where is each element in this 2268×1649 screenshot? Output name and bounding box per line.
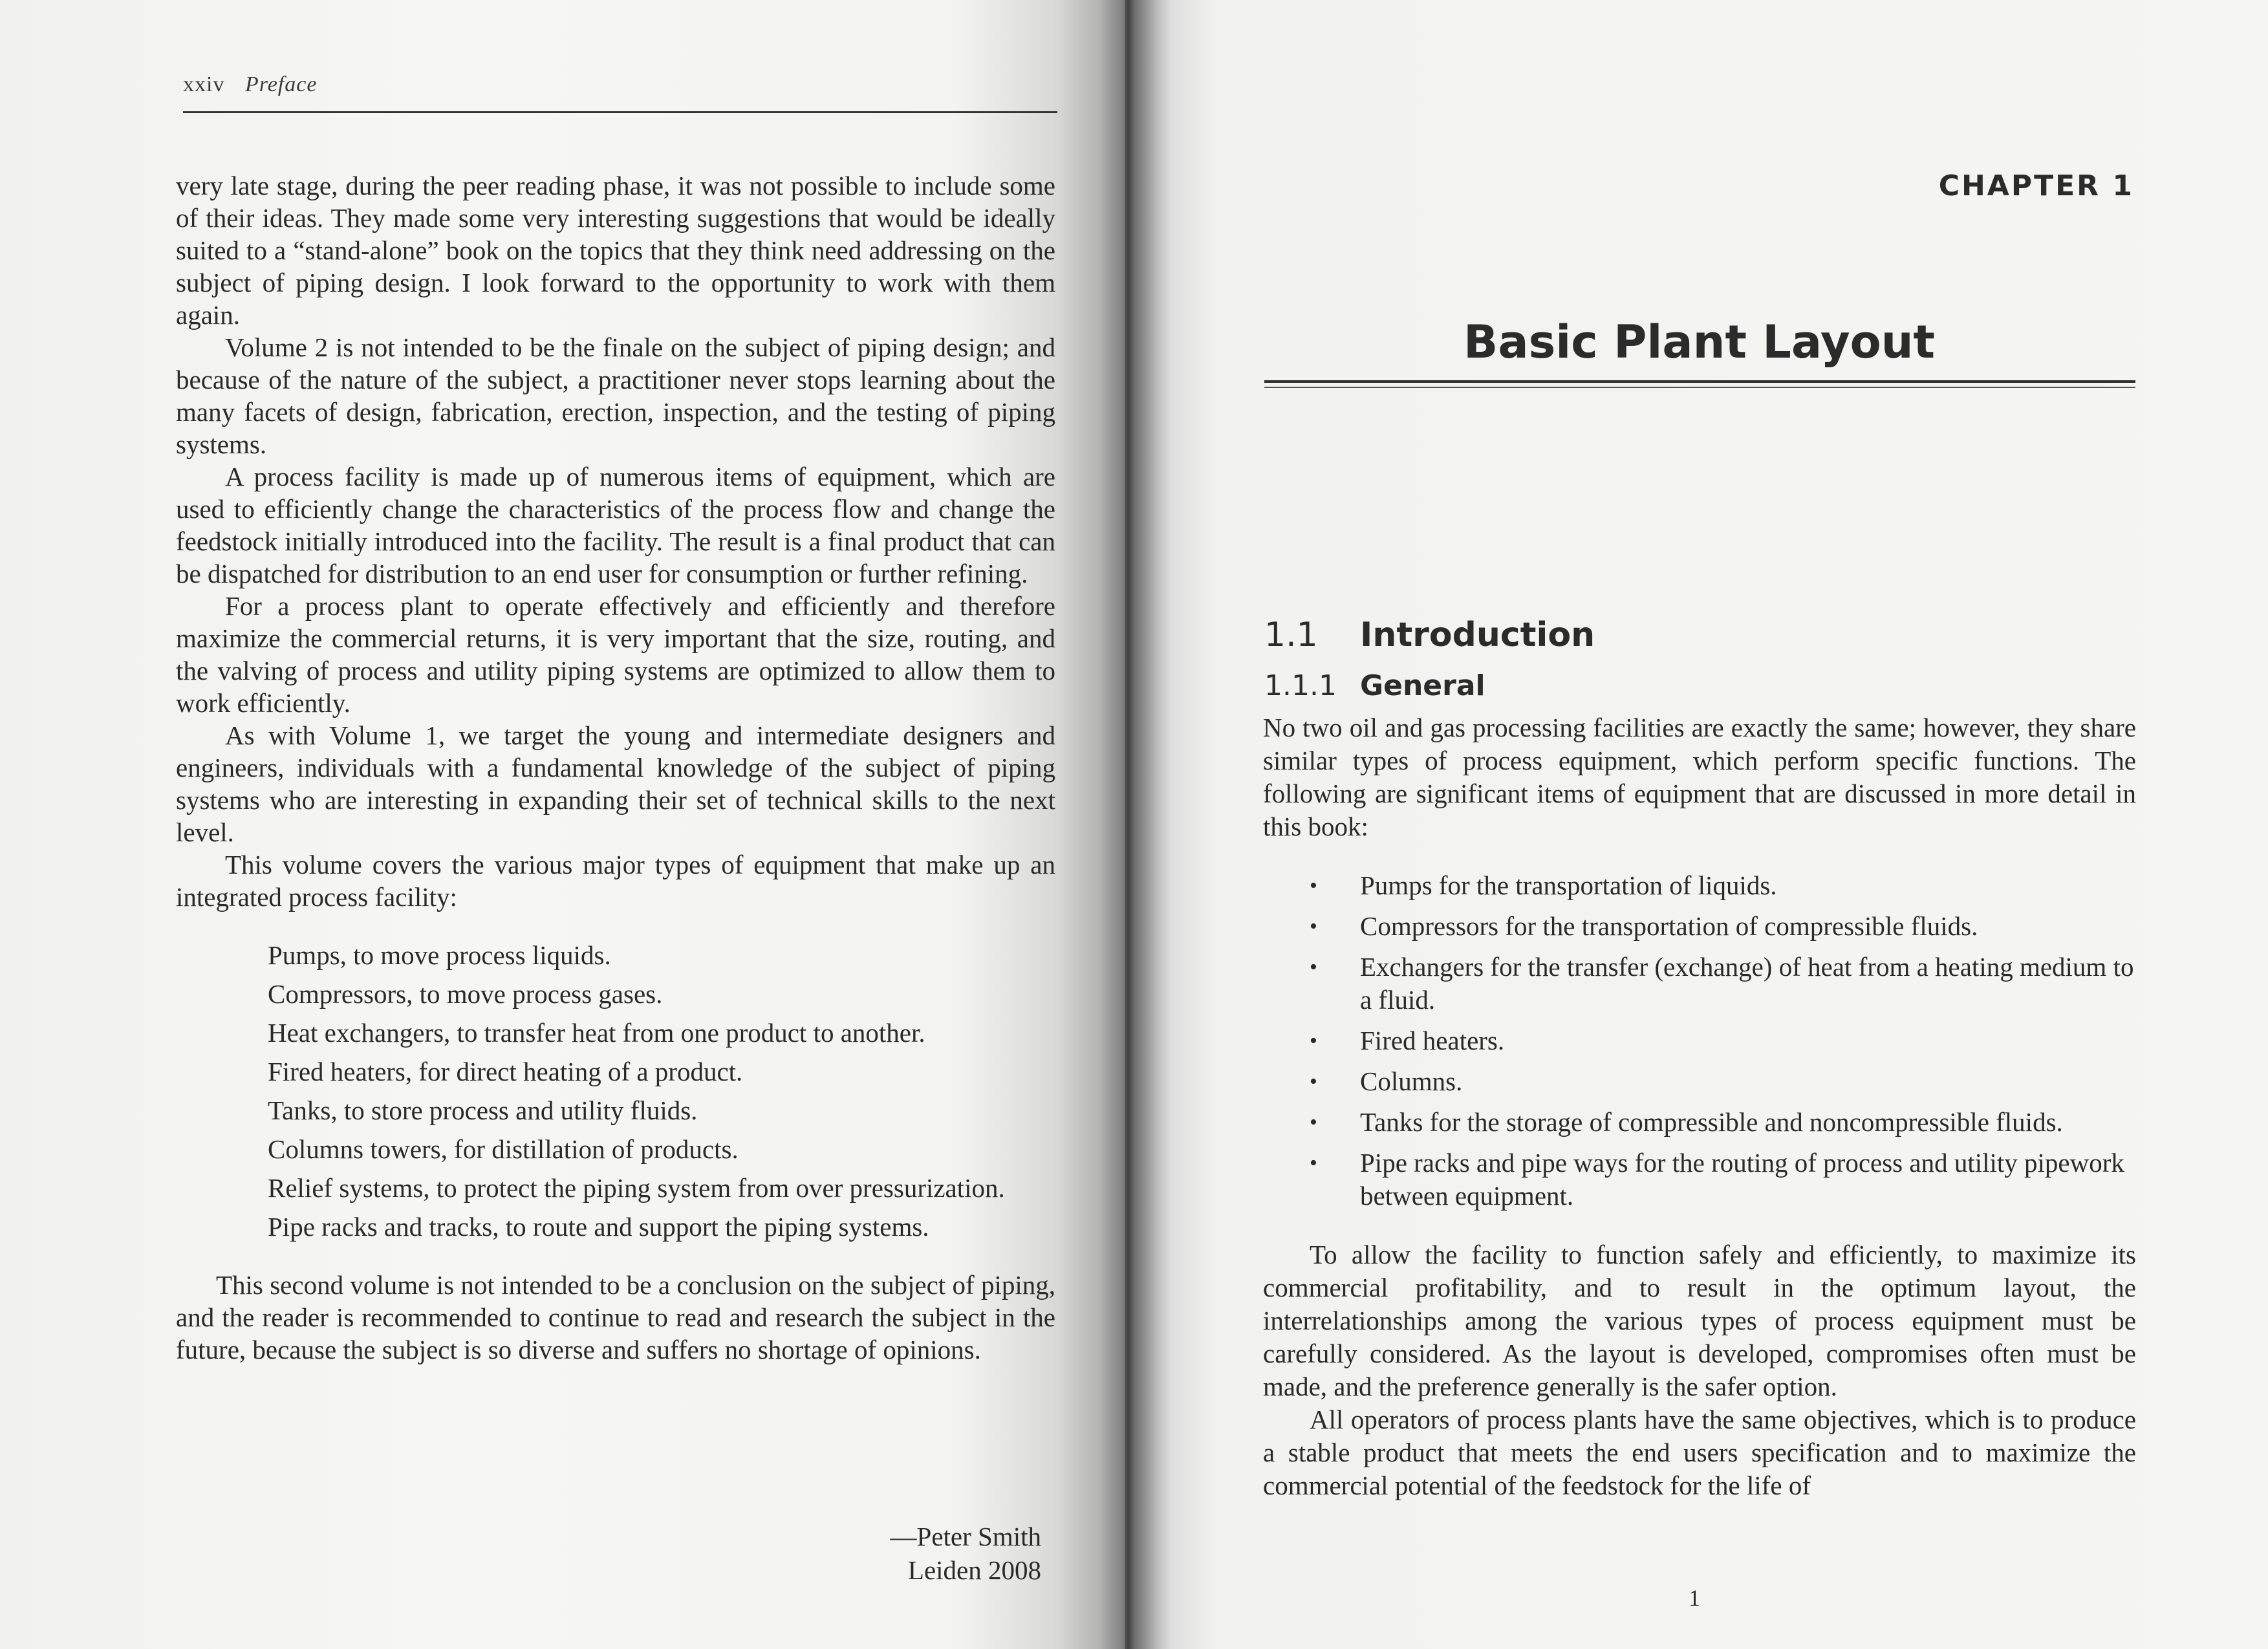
- list-item: • Fired heaters.: [1263, 1024, 2136, 1057]
- bullet-icon: •: [1310, 914, 1317, 938]
- list-item: • Pipe racks and pipe ways for the routing of process and utility pipework between equipment.: [1310, 1148, 2124, 1211]
- signature: [776, 1520, 1041, 1587]
- chapter-label: CHAPTER 1: [1938, 169, 2134, 202]
- chapter-body: [1263, 711, 2136, 1502]
- list-item: Relief systems, to protect the piping system from over pressurization.: [268, 1173, 1005, 1203]
- equipment-list: [268, 939, 1055, 1243]
- bullet-icon: •: [1310, 1029, 1317, 1053]
- equipment-bullet-list: [1263, 869, 2136, 1212]
- section-title: Introduction: [1360, 616, 1595, 654]
- paragraph: To allow the facility to function safely and efficiently, to maximize its commercial profitability, and to result in the optimum layout, the interrelationships among the various types of process equipment must be carefully considered. As the layout is developed, compromises often must be made, and the preference generally is the safer option.: [1263, 1240, 2136, 1401]
- subsection-title: General: [1360, 669, 1485, 702]
- paragraph: For a process plant to operate effectively and efficiently and therefore maximize the commercial returns, it is very important that the size, routing, and the valving of process and utility piping systems are optimized to allow them to work efficiently.: [176, 591, 1055, 718]
- bullet-icon: •: [1310, 1151, 1317, 1175]
- paragraph: A process facility is made up of numerous items of equipment, which are used to efficiently change the characteristics of the process flow and change the feedstock initially introduced into the facility. The result is a final product that can be dispatched for distribution to an end user for consumption or further refining.: [176, 462, 1055, 588]
- folio: xxiv: [183, 72, 225, 96]
- bullet-icon: •: [1310, 874, 1317, 898]
- list-item: Compressors, to move process gases.: [268, 979, 663, 1009]
- subsection-heading: [1264, 669, 1485, 702]
- section-number: 1.1: [1264, 616, 1318, 654]
- list-item: Pipe racks and tracks, to route and support the piping systems.: [268, 1212, 929, 1242]
- bullet-icon: •: [1310, 1110, 1317, 1134]
- list-item: Fired heaters, for direct heating of a product.: [268, 1057, 743, 1086]
- paragraph: As with Volume 1, we target the young and intermediate designers and engineers, individuals with a fundamental knowledge of the subject of piping systems who are interesting in expanding their set of technical skills to the next level.: [176, 720, 1055, 847]
- preface-body: [176, 169, 1055, 1366]
- bullet-icon: •: [1310, 955, 1317, 979]
- page-number: 1: [1689, 1585, 1700, 1611]
- closing-paragraph: This second volume is not intended to be a conclusion on the subject of piping, and the reader is recommended to continue to read and research the subject in the future, because the subject is so diverse and suffers no shortage of opinions.: [176, 1270, 1055, 1364]
- list-item: Pumps, to move process liquids.: [268, 940, 611, 970]
- list-item: • Compressors for the transportation of compressible fluids.: [1263, 910, 2136, 943]
- subsection-number: 1.1.1: [1264, 669, 1337, 702]
- list-item: • Tanks for the storage of compressible and noncompressible fluids.: [1263, 1106, 2136, 1139]
- chapter-title-rule-thin: [1264, 387, 2135, 388]
- list-item: Tanks, to store process and utility fluids.: [268, 1095, 698, 1125]
- signature-place-year: Leiden 2008: [907, 1555, 1041, 1585]
- paragraph: All operators of process plants have the same objectives, which is to produce a stable product that meets the end users specification and to maximize the commercial potential of the feedstock for the life of: [1263, 1405, 2136, 1500]
- running-head-rule: [183, 111, 1057, 113]
- chapter-title-rule: [1264, 380, 2135, 383]
- list-item: Heat exchangers, to transfer heat from one product to another.: [268, 1018, 925, 1048]
- running-head: [183, 72, 1056, 97]
- list-item: • Pumps for the transportation of liquids.: [1263, 869, 2136, 902]
- running-head-section: Preface: [244, 72, 318, 96]
- paragraph: Volume 2 is not intended to be the finale on the subject of piping design; and because of the nature of the subject, a practitioner never stops learning about the many facets of design, fabrication, erection, inspection, and the testing of piping systems.: [176, 332, 1055, 459]
- chapter-title: Basic Plant Layout: [1463, 316, 1936, 369]
- section-heading: [1264, 616, 1595, 654]
- bullet-icon: •: [1310, 1070, 1317, 1094]
- list-item: • Columns.: [1263, 1065, 2136, 1098]
- gutter-shadow: [1099, 0, 1158, 1649]
- list-item: • Exchangers for the transfer (exchange) of heat from a heating medium to a fluid.: [1310, 952, 2134, 1015]
- left-page: [0, 0, 1125, 1649]
- signature-author: —Peter Smith: [890, 1522, 1041, 1551]
- paragraph: This volume covers the various major types of equipment that make up an integrated process facility:: [176, 850, 1055, 912]
- paragraph: very late stage, during the peer reading phase, it was not possible to include some of their ideas. They made some very interesting suggestions that would be ideally suited to a “stand-alone” book on the topics that they think need addressing on the subject of piping design. I look forward to the opportunity to work with them again.: [176, 171, 1055, 330]
- list-item: Columns towers, for distillation of products.: [268, 1134, 739, 1164]
- intro-paragraph: No two oil and gas processing facilities are exactly the same; however, they share similar types of process equipment, which perform specific functions. The following are significant items of equipment that are discussed in more detail in this book:: [1263, 713, 2136, 841]
